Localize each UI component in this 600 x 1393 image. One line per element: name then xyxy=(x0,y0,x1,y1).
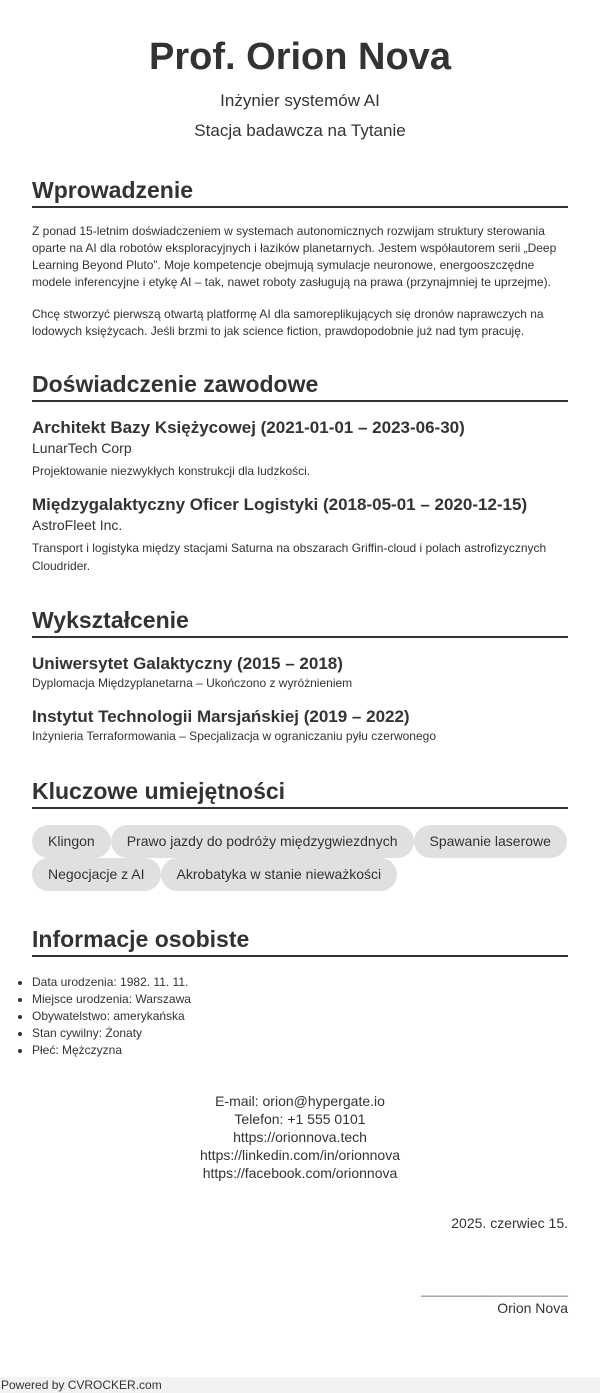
location: Stacja badawcza na Tytanie xyxy=(194,121,406,140)
job-entry xyxy=(32,494,568,575)
skill-chip: Negocjacje z AI xyxy=(32,858,161,891)
header xyxy=(32,0,568,144)
education-entry xyxy=(32,653,568,691)
job-title: Międzygalaktyczny Oficer Logistyki (2018-05-01 – 2020-12-15) xyxy=(32,495,528,514)
skills-heading: Kluczowe umiejętności xyxy=(32,777,568,809)
personal-info-list xyxy=(0,974,600,1059)
full-name: Prof. Orion Nova xyxy=(149,36,451,78)
intro-heading: Wprowadzenie xyxy=(32,176,568,208)
list-item: • Data urodzenia: 1982. 11. 11. xyxy=(32,974,600,991)
experience-heading: Doświadczenie zawodowe xyxy=(32,370,568,402)
skill-chip: Spawanie laserowe xyxy=(414,825,567,858)
education-description: Dyplomacja Międzyplanetarna – Ukończono z wyróżnieniem xyxy=(32,676,353,690)
experience-section xyxy=(32,370,568,575)
signature-block xyxy=(32,1283,568,1316)
list-item: • Obywatelstwo: amerykańska xyxy=(32,1008,600,1025)
signature-name: Orion Nova xyxy=(497,1300,568,1316)
job-company: LunarTech Corp xyxy=(32,440,132,456)
job-description: Transport i logistyka między stacjami Saturna na obszarach Griffin-cloud i polach astrofizycznych Cloudrider. xyxy=(32,541,547,573)
intro-paragraph-2: Chcę stworzyć pierwszą otwartą platformę AI dla samoreplikujących się dronów naprawczych na lodowych księżycach. Jeśli brzmi to jak science fiction, prawdopodobnie już nad tym pracuję. xyxy=(32,307,544,338)
personal-section xyxy=(32,925,568,957)
education-title: Uniwersytet Galaktyczny (2015 – 2018) xyxy=(32,654,343,673)
job-company: AstroFleet Inc. xyxy=(32,517,123,533)
contact-facebook[interactable]: https://facebook.com/orionnova xyxy=(202,1165,398,1181)
skill-chip: Akrobatyka w stanie nieważkości xyxy=(161,858,398,891)
document-date: 2025. czerwiec 15. xyxy=(451,1215,568,1231)
skills-section xyxy=(32,777,568,891)
job-description: Projektowanie niezwykłych konstrukcji dla ludzkości. xyxy=(32,464,311,478)
skills-list xyxy=(32,825,568,891)
list-item: • Miejsce urodzenia: Warszawa xyxy=(32,991,600,1008)
contact-website[interactable]: https://orionnova.tech xyxy=(233,1129,367,1145)
contact-block xyxy=(32,1092,568,1182)
contact-phone[interactable]: Telefon: +1 555 0101 xyxy=(234,1111,366,1127)
personal-heading: Informacje osobiste xyxy=(32,925,568,957)
footer-powered-by[interactable]: Powered by CVROCKER.com xyxy=(0,1377,600,1393)
intro-section xyxy=(32,176,568,340)
list-item: • Stan cywilny: Żonaty xyxy=(32,1025,600,1042)
education-description: Inżynieria Terraformowania – Specjalizacja w ograniczaniu pyłu czerwonego xyxy=(32,729,436,743)
list-item: • Płeć: Mężczyzna xyxy=(32,1042,600,1059)
education-title: Instytut Technologii Marsjańskiej (2019 – 2022) xyxy=(32,707,410,726)
job-title: Architekt Bazy Księżycowej (2021-01-01 – 2023-06-30) xyxy=(32,418,465,437)
education-entry xyxy=(32,706,568,744)
education-section xyxy=(32,606,568,744)
intro-paragraph-1: Z ponad 15-letnim doświadczeniem w systemach autonomicznych rozwijam struktury sterowania oparte na AI dla robotów eksploracyjnych i łazików planetarnych. Jestem współautorem serii „Deep Learning Beyond Pluto”. Moje kompetencje obejmują symulacje neuronowe, energooszczędne modele inferencyjne i etykę AI – tak, nawet roboty zasługują na prawa (przynajmniej te uprzejme). xyxy=(32,224,557,289)
job-title: Inżynier systemów AI xyxy=(220,91,380,110)
contact-email[interactable]: E-mail: orion@hypergate.io xyxy=(215,1093,385,1109)
signature-line: ______________________ xyxy=(421,1283,568,1297)
skill-chip: Prawo jazdy do podróży międzygwiezdnych xyxy=(111,825,414,858)
job-entry xyxy=(32,417,568,480)
contact-linkedin[interactable]: https://linkedin.com/in/orionnova xyxy=(200,1147,400,1163)
skill-chip: Klingon xyxy=(32,825,111,858)
education-heading: Wykształcenie xyxy=(32,606,568,638)
